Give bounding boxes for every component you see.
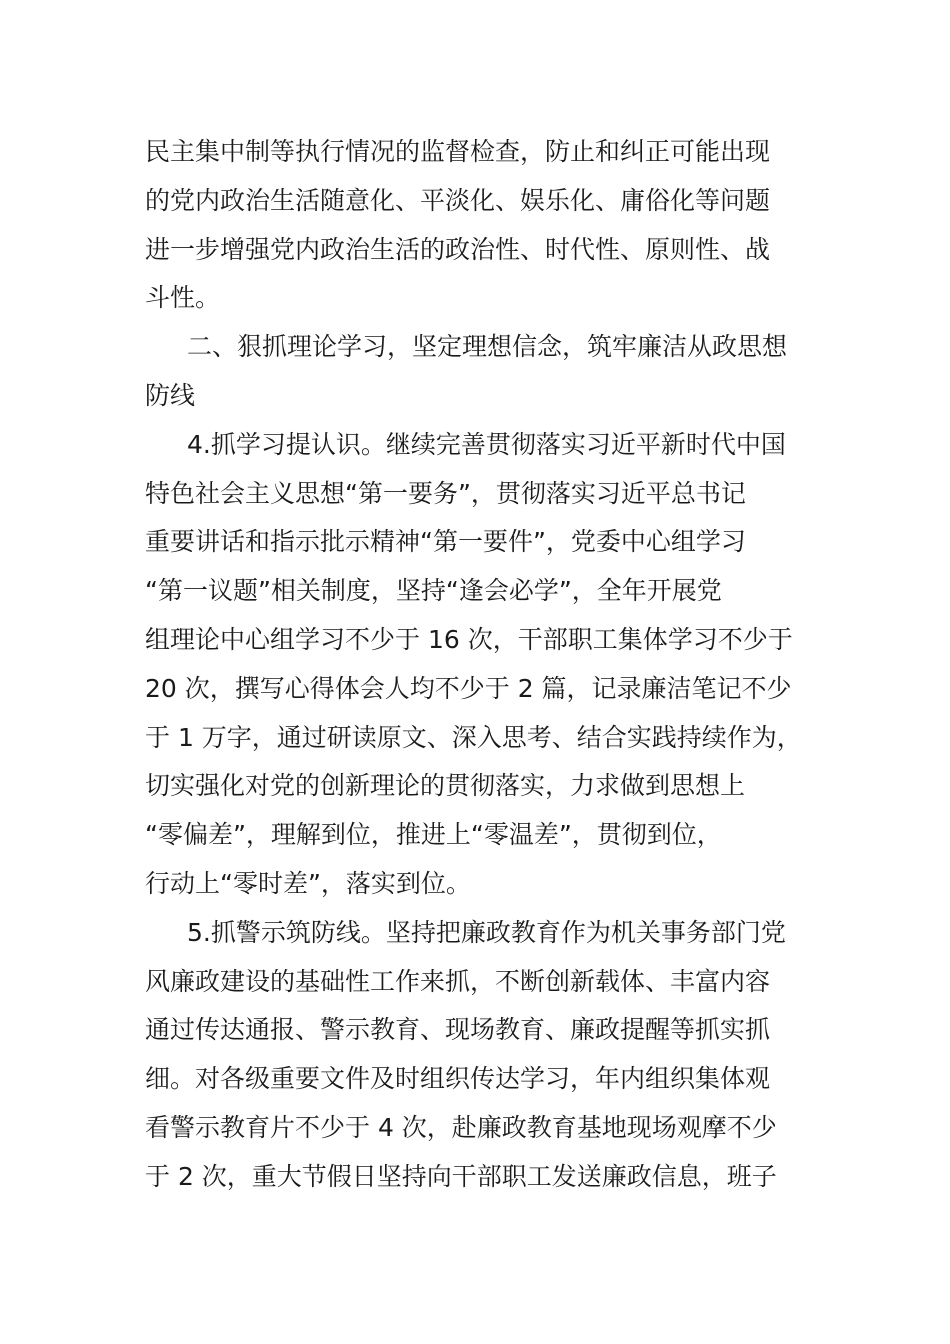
text-line: 防线: [145, 380, 196, 410]
text-line: 于 1 万字，通过研读原文、深入思考、结合实践持续作为，: [145, 722, 802, 752]
text-line: 切实强化对党的创新理论的贯彻落实，力求做到思想上: [145, 771, 746, 801]
text-line: 于 2 次，重大节假日坚持向干部职工发送廉政信息，班子: [145, 1161, 777, 1191]
text-line: 组理论中心组学习不少于 16 次，干部职工集体学习不少于: [145, 624, 793, 654]
text-line: 通过传达通报、警示教育、现场教育、廉政提醒等抓实抓: [145, 1015, 771, 1045]
text-line: 20 次，撰写心得体会人均不少于 2 篇，记录廉洁笔记不少: [145, 673, 792, 703]
text-line: “第一议题”相关制度，坚持“逢会必学”，全年开展党: [145, 576, 722, 606]
text-line: 细。对各级重要文件及时组织传达学习，年内组织集体观: [145, 1064, 771, 1094]
text-line: 民主集中制等执行情况的监督检查，防止和纠正可能出现: [145, 137, 771, 166]
text-line: 4.抓学习提认识。继续完善贯彻落实习近平新时代中国: [187, 429, 786, 459]
text-line: 进一步增强党内政治生活的政治性、时代性、原则性、战: [145, 234, 771, 264]
text-line: 特色社会主义思想“第一要务”，贯彻落实习近平总书记: [145, 478, 746, 508]
text-line: 二、狠抓理论学习，坚定理想信念，筑牢廉洁从政思想: [187, 332, 788, 362]
text-line: 行动上“零时差”，落实到位。: [145, 868, 471, 898]
text-line: 重要讲话和指示批示精神“第一要件”，党委中心组学习: [145, 527, 746, 557]
text-line: “零偏差”，理解到位，推进上“零温差”，贯彻到位，: [145, 820, 722, 850]
text-line: 5.抓警示筑防线。坚持把廉政教育作为机关事务部门党: [187, 917, 786, 947]
text-line: 斗性。: [145, 283, 221, 313]
text-line: 看警示教育片不少于 4 次，赴廉政教育基地现场观摩不少: [145, 1112, 777, 1142]
document-body: [145, 128, 845, 1202]
text-line: 的党内政治生活随意化、平淡化、娱乐化、庸俗化等问题: [145, 185, 771, 215]
text-line: 风廉政建设的基础性工作来抓，不断创新载体、丰富内容: [145, 966, 771, 996]
